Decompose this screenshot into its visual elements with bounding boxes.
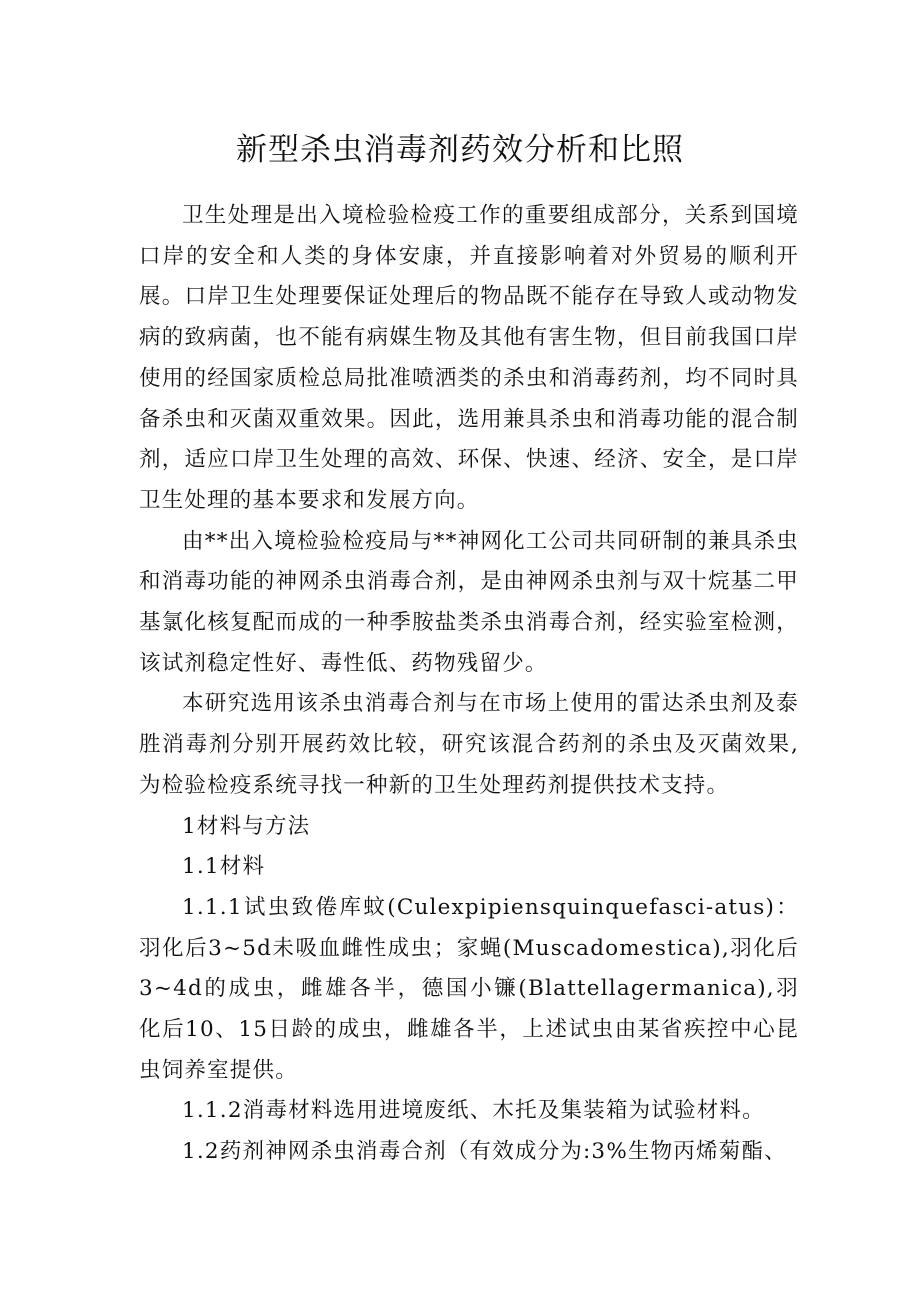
section-heading-methods: 1材料与方法 (182, 813, 311, 839)
paragraph-development: 由**出入境检验检疫局与**神网化工公司共同研制的兼具杀虫和消毒功能的神网杀虫消毒合剂，是由神网杀虫剂与双十烷基二甲基氯化核复配而成的一种季胺盐类杀虫消毒合剂，经实验室检测，该试剂稳定性好、毒性低、药物残留少。 (139, 528, 799, 676)
paragraph-disinfection-materials: 1.1.2消毒材料选用进境废纸、木托及集装箱为试验材料。 (182, 1098, 765, 1124)
document-body (139, 196, 799, 1173)
document-title: 新型杀虫消毒剂药效分析和比照 (236, 132, 684, 168)
paragraph-objective: 本研究选用该杀虫消毒合剂与在市场上使用的雷达杀虫剂及泰胜消毒剂分别开展药效比较，研究该混合药剂的杀虫及灭菌效果,为检验检疫系统寻找一种新的卫生处理药剂提供技术支持。 (139, 691, 799, 798)
paragraph-intro: 卫生处理是出入境检验检疫工作的重要组成部分，关系到国境口岸的安全和人类的身体安康，并直接影响着对外贸易的顺利开展。口岸卫生处理要保证处理后的物品既不能存在导致人或动物发病的致病菌，也不能有病媒生物及其他有害生物，但目前我国口岸使用的经国家质检总局批准喷洒类的杀虫和消毒药剂，均不同时具备杀虫和灭菌双重效果。因此，选用兼具杀虫和消毒功能的混合制剂，适应口岸卫生处理的高效、环保、快速、经济、安全，是口岸卫生处理的基本要求和发展方向。 (139, 203, 799, 513)
paragraph-test-insects: 1.1.1试虫致倦库蚊(Culexpipiensquinquefasci-atus)：羽化后3~5d未吸血雌性成虫；家蝇(Muscadomestica),羽化后3~4d的成虫，雌雄各半，德国小镰(Blattellagermanica),羽化后10、15日龄的成虫，雌雄各半，上述试虫由某省疾控中心昆虫饲养室提供。 (139, 894, 799, 1083)
subsection-heading-materials: 1.1材料 (182, 854, 266, 880)
paragraph-agents: 1.2药剂神网杀虫消毒合剂（有效成分为:3%生物丙烯菊酯、 (182, 1139, 787, 1165)
